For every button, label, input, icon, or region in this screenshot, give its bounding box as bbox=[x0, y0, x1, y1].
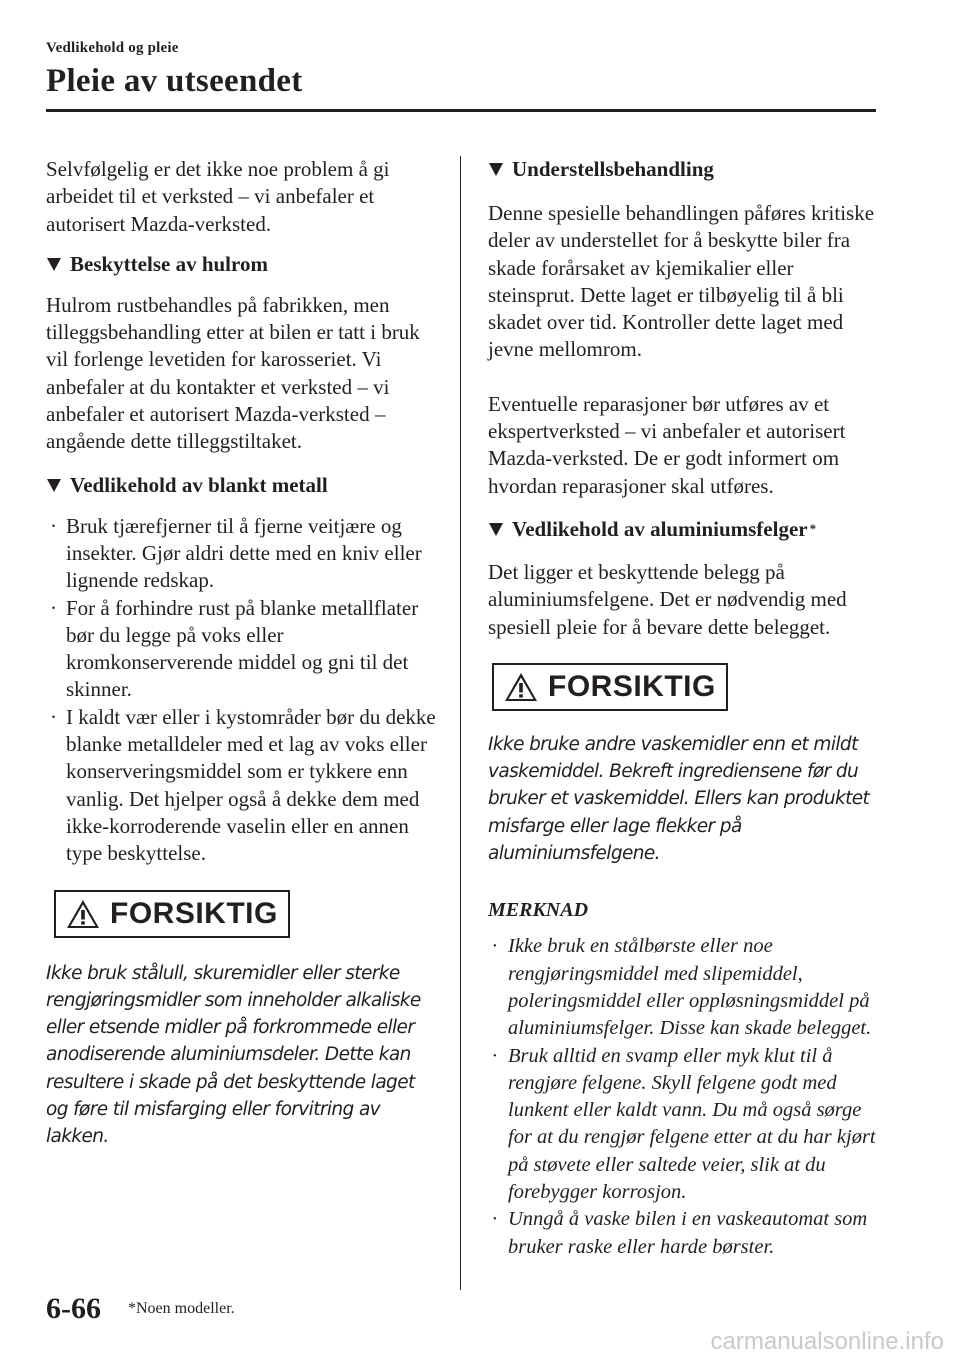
left-column bbox=[46, 156, 438, 1151]
bullet-dot-icon: · bbox=[50, 704, 57, 729]
column-divider bbox=[460, 156, 461, 1290]
right-column bbox=[488, 156, 880, 1261]
list-item: · I kaldt vær eller i kystområder bør du dekke blanke metalldeler med et lag av voks eller konserveringsmiddel som er tykkere enn vanlig. Det hjelper også å dekke dem med ikke-korroderende vaselin eller en annen type beskyttelse. bbox=[50, 704, 436, 866]
note-bullet-list bbox=[488, 933, 880, 1261]
triangle-bullet-icon bbox=[47, 258, 61, 271]
list-item: · Unngå å vaske bilen i en vaskeautomat som bruker raske eller harde børster. bbox=[492, 1208, 868, 1258]
underbody-heading bbox=[488, 156, 880, 183]
cavity-heading-text: Beskyttelse av hulrom bbox=[70, 251, 268, 276]
caution-label: FORSIKTIG bbox=[548, 669, 716, 703]
list-item: · Bruk tjærefjerner til å fjerne veitjære og insekter. Gjør aldri dette med en kniv eller lignende redskap. bbox=[50, 513, 422, 593]
section-label: Vedlikehold og pleie bbox=[46, 40, 179, 56]
caution-box bbox=[492, 663, 728, 711]
triangle-bullet-icon bbox=[489, 523, 503, 536]
triangle-bullet-icon bbox=[47, 479, 61, 492]
metal-heading bbox=[46, 472, 438, 499]
header-rule bbox=[46, 109, 876, 112]
caution-box bbox=[54, 890, 290, 938]
caution-text: Ikke bruk stålull, skuremidler eller sterke rengjøringsmidler som inneholder alkaliske eller etsende midler på forkrommede eller anodiserende aluminiumsdeler. Dette kan resultere i skade på det beskyttende laget og føre til misfarging eller forvitring av lakken. bbox=[46, 962, 421, 1148]
note-title: MERKNAD bbox=[488, 899, 589, 922]
warning-icon bbox=[66, 899, 100, 929]
list-item: · Bruk alltid en svamp eller myk klut til å rengjøre felgene. Skyll felgene godt med lunkent eller kaldt vann. Du må også sørge for at du rengjør felgene etter at du har kjørt på støvete eller saltede veier, slik at du forebygger korrosjon. bbox=[492, 1044, 876, 1204]
bullet-dot-icon: · bbox=[492, 1044, 498, 1067]
underbody-heading-text: Understellsbehandling bbox=[512, 157, 714, 181]
underbody-paragraph-1: Denne spesielle behandlingen påføres kritiske deler av understellet for å beskytte biler fra skade forårsaket av kjemikalier eller steinsprut. Dette laget er tilbøyelig til å bli skadet over tid. Kontroller dette laget med jevne mellomrom. bbox=[488, 201, 875, 362]
warning-icon bbox=[504, 672, 538, 702]
footnote: *Noen modeller. bbox=[128, 1300, 235, 1317]
list-item: · Ikke bruk en stålbørste eller noe rengjøringsmiddel med slipemiddel, poleringsmiddel eller oppløsningsmiddel på aluminiumsfelger. Disse kan skade belegget. bbox=[492, 935, 872, 1040]
watermark: carmanualsonline.info bbox=[710, 1328, 944, 1355]
page-title: Pleie av utseendet bbox=[46, 63, 303, 99]
cavity-heading bbox=[46, 251, 438, 278]
caution-text: Ikke bruke andre vaskemidler enn et mildt vaskemiddel. Bekreft ingrediensene før du bruker et vaskemiddel. Ellers kan produktet misfarge eller lage flekker på aluminiumsfelgene. bbox=[488, 733, 870, 865]
page-header bbox=[46, 40, 876, 100]
cavity-paragraph: Hulrom rustbehandles på fabrikken, men tilleggsbehandling etter at bilen er tatt i bruk vil forlenge levetiden for karosseriet. Vi anbefaler at du kontakter et verksted – vi anbefaler et autorisert Mazda-verksted – angående dette tilleggstiltaket. bbox=[46, 292, 420, 454]
rims-heading-text: Vedlikehold av aluminiumsfelger bbox=[512, 516, 808, 541]
metal-bullet-list bbox=[46, 513, 438, 868]
page-number: 6-66 bbox=[46, 1292, 101, 1325]
list-item: · For å forhindre rust på blanke metallflater bør du legge på voks eller kromkonserverende middel og gni til det skinner. bbox=[50, 595, 419, 702]
rims-heading: Vedlikehold av aluminiumsfelger * bbox=[488, 516, 880, 543]
caution-label: FORSIKTIG bbox=[110, 896, 278, 930]
bullet-dot-icon: · bbox=[492, 935, 498, 958]
triangle-bullet-icon bbox=[489, 163, 503, 176]
underbody-paragraph-2: Eventuelle reparasjoner bør utføres av et ekspertverksted – vi anbefaler et autorisert Mazda-verksted. De er godt informert om hvordan reparasjoner skal utføres. bbox=[488, 391, 846, 498]
bullet-dot-icon: · bbox=[50, 513, 57, 538]
metal-heading-text: Vedlikehold av blankt metall bbox=[70, 472, 328, 497]
intro-paragraph: Selvfølgelig er det ikke noe problem å gi arbeidet til et verksted – vi anbefaler et autorisert Mazda-verksted. bbox=[46, 157, 390, 236]
rims-paragraph: Det ligger et beskyttende belegg på aluminiumsfelgene. Det er nødvendig med spesiell pleie for å bevare dette belegget. bbox=[488, 559, 847, 639]
bullet-dot-icon: · bbox=[492, 1208, 498, 1231]
bullet-dot-icon: · bbox=[50, 595, 57, 620]
